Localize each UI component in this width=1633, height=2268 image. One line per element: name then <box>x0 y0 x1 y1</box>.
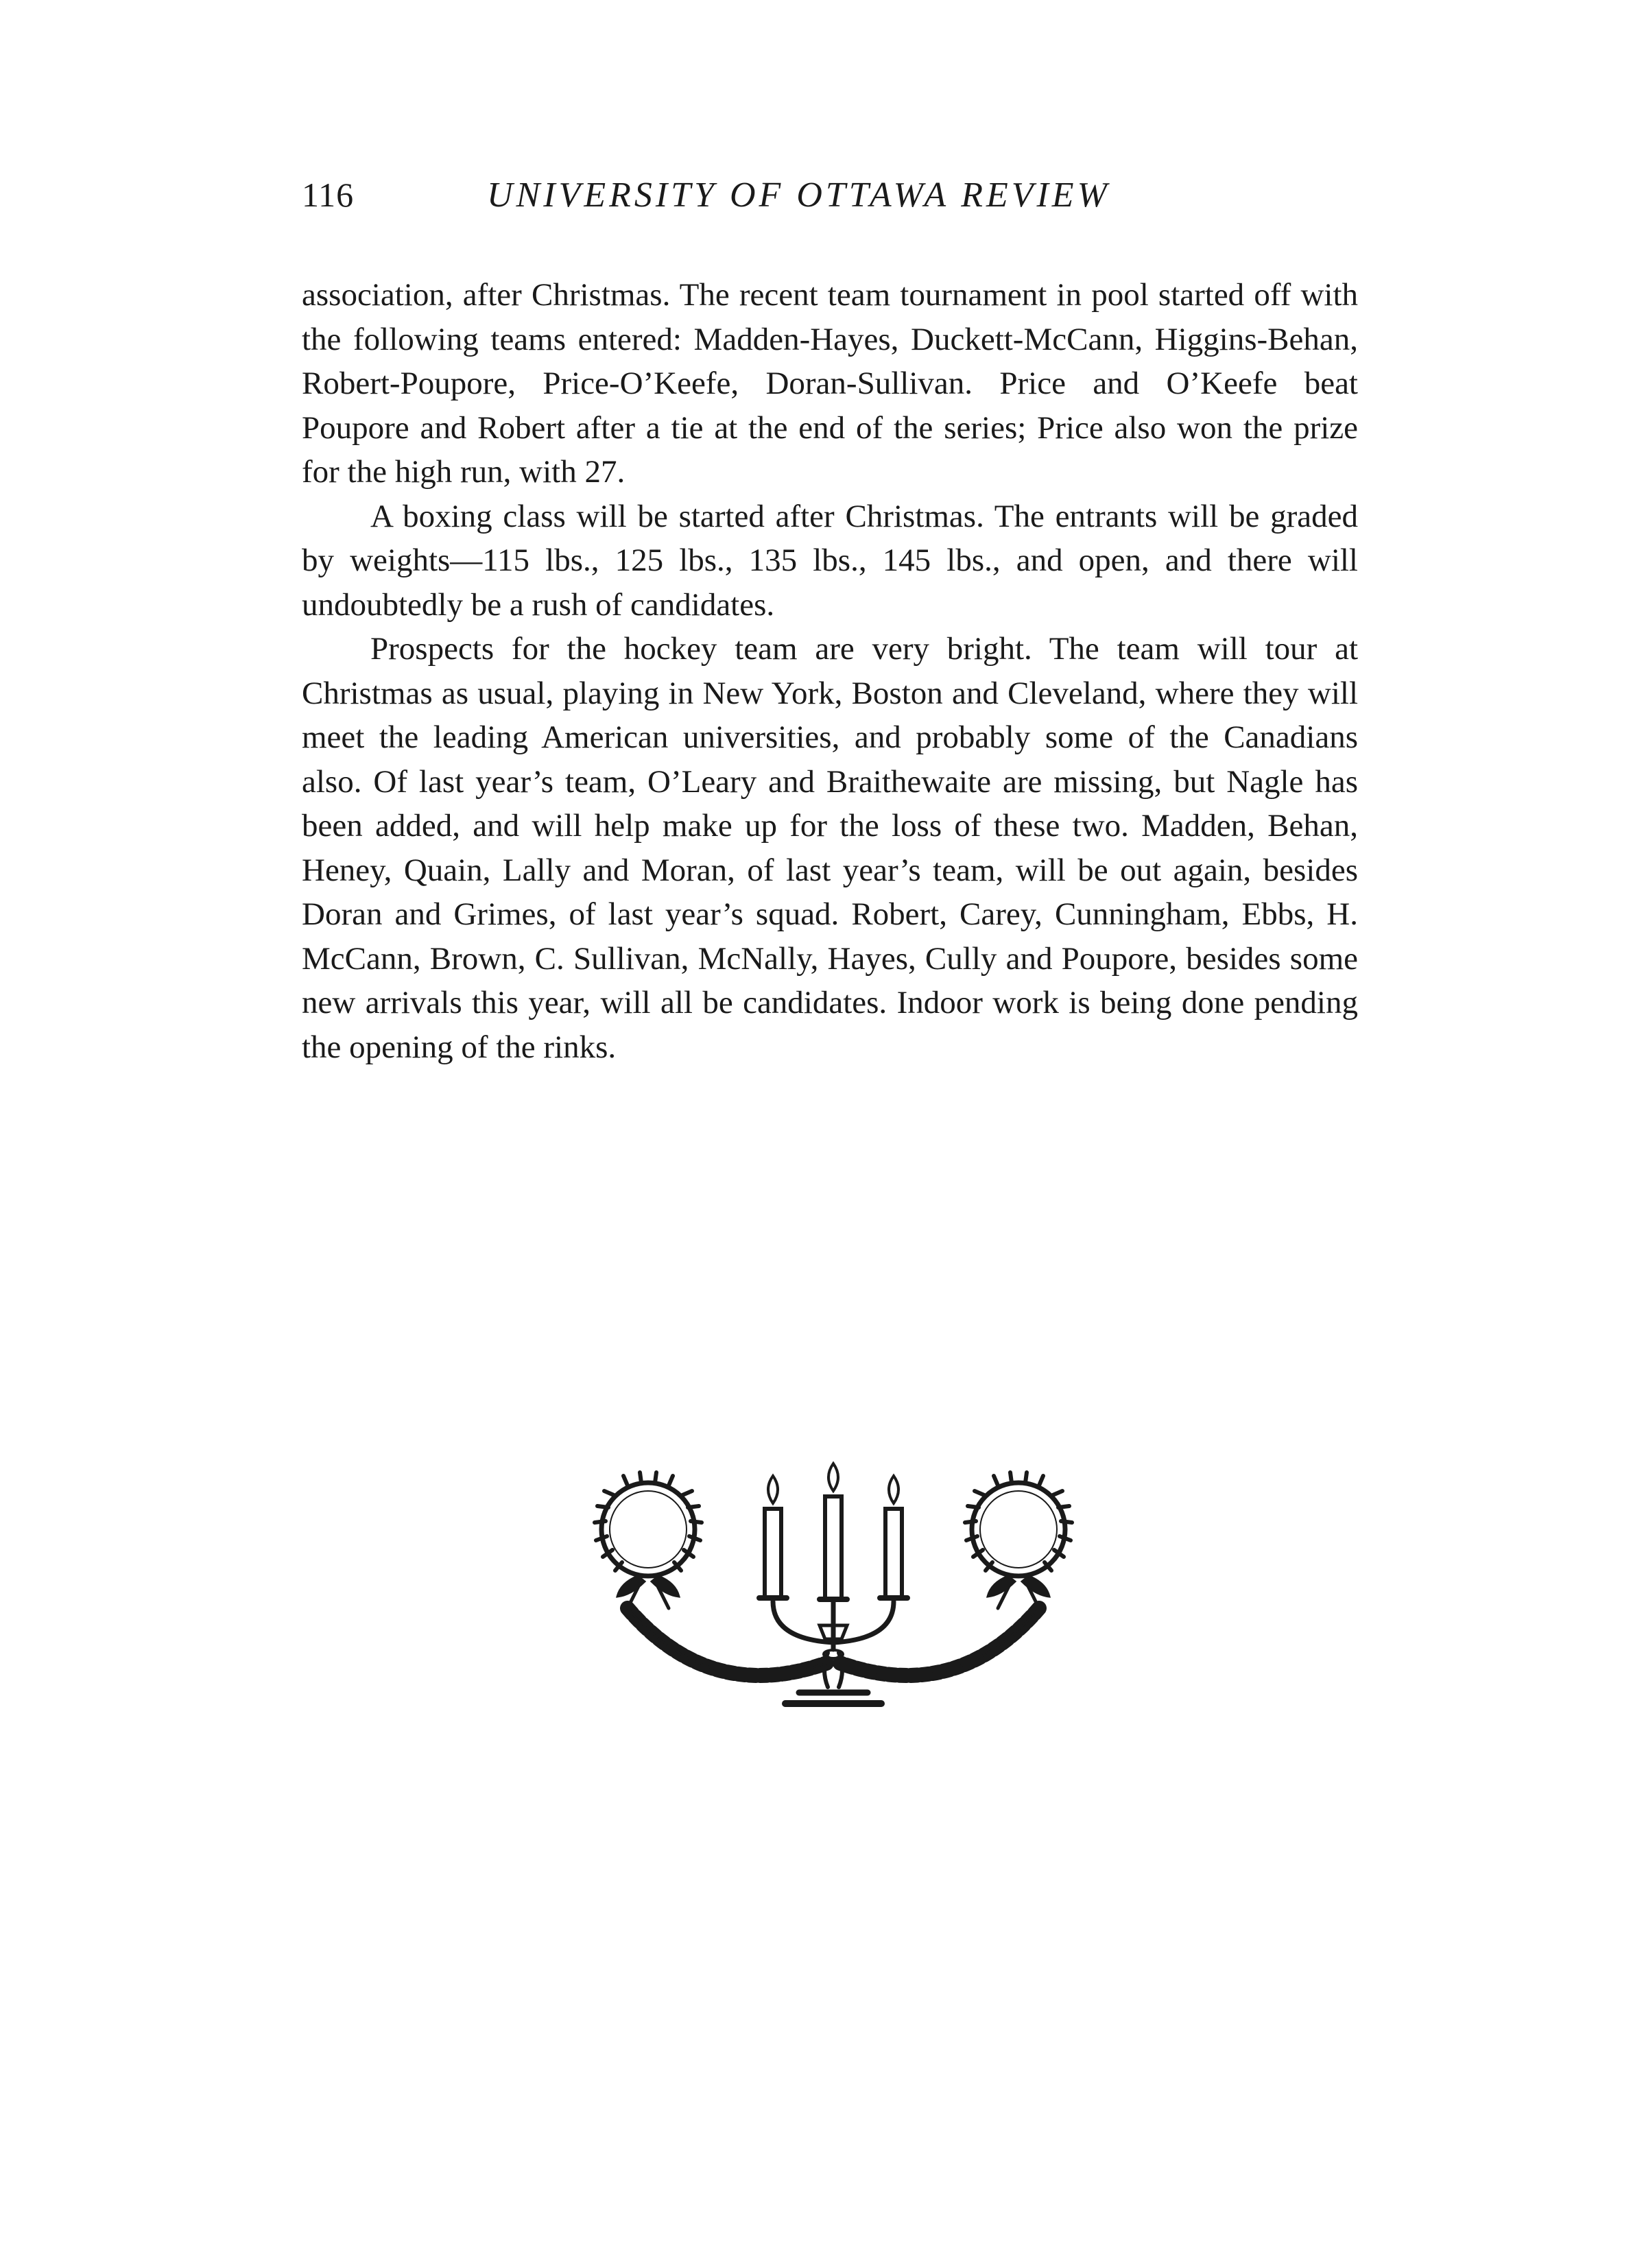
left-wreath-icon <box>595 1472 702 1608</box>
page-number: 116 <box>302 176 355 214</box>
right-wreath-icon <box>965 1472 1072 1608</box>
running-head <box>302 175 1358 230</box>
candelabrum-with-wreaths-icon <box>573 1454 1094 1715</box>
paragraph-pool-tournament: association, after Christmas. The recent team tournament in pool started off with the following teams entered: Madden-Hayes, Duckett-McCann, Higgins-Behan, Robert-Poupore, Price-O’Keefe, Doran-Sullivan. Price and O’Keefe beat Poupore and Robert after a tie at the end of the series; Price also won the prize for the high run, with 27. <box>302 277 1358 490</box>
paragraph-hockey-team: Prospects for the hockey team are very bright. The team will tour at Christmas as usual, playing in New York, Boston and Cleveland, where they will meet the leading American universities, and probably some of the Canadians also. Of last year’s team, O’Leary and Braithewaite are missing, but Nagle has been added, and will help make up for the loss of these two. Madden, Behan, Heney, Quain, Lally and Moran, of last year’s team, will be out again, besides Doran and Grimes, of last year’s squad. Robert, Carey, Cunningham, Ebbs, H. McCann, Brown, C. Sullivan, McNally, Hayes, Cully and Poupore, besides some new arrivals this year, will all be candidates. Indoor work is being done pending the opening of the rinks. <box>302 631 1358 1065</box>
journal-title: UNIVERSITY OF OTTAWA REVIEW <box>487 176 1110 215</box>
article-body <box>302 273 1358 1069</box>
paragraph-boxing-class: A boxing class will be started after Christmas. The entrants will be graded by weights—115 lbs., 125 lbs., 135 lbs., 145 lbs., and open, and there will undoubtedly be a rush of candidates. <box>302 498 1358 623</box>
